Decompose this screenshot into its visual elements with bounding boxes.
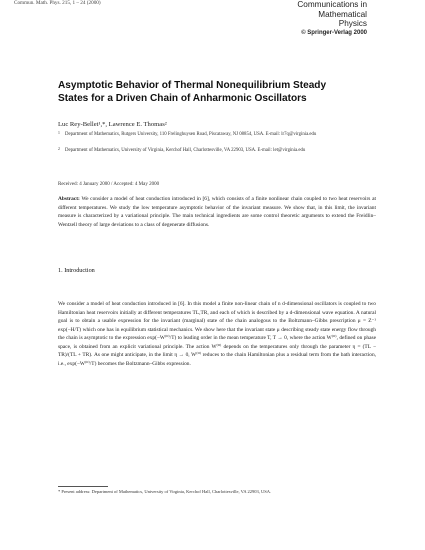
journal-name-line2: Mathematical	[318, 9, 367, 19]
citation: Commun. Math. Phys. 215, 1 – 24 (2000)	[14, 0, 101, 6]
journal-masthead	[247, 0, 367, 37]
introduction-paragraph: We consider a model of heat conduction introduced in [6]. In this model a finite non-linear chain of n d-dimensional oscillators is coupled to two Hamiltonian heat reservoirs initially at different temperatures TL,TR, and each of which is described by a d-dimensional wave equation. A natural goal is to obtain a usable expression for the invariant (marginal) state of the chain analogous to the Boltzmann–Gibbs prescription μ = Z⁻¹ exp(−H/T) which one has in equilibrium statistical mechanics. We show here that the invariant state μ describing steady state energy flow through the chain is asymptotic to the expression exp(−W⁽⁰⁾/T) to leading order in the mean temperature T, T → 0, where the action W⁽⁰⁾, defined on phase space, is obtained from an explicit variational principle. The action W⁽⁰⁾ depends on the temperatures only through the parameter η = (TL − TR)/(TL + TR). As one might anticipate, in the limit η → 0, W⁽⁰⁾ reduces to the chain Hamiltonian plus a residual term from the bath interaction, i.e., exp(−W⁽⁰⁾/T) becomes the Boltzmann–Gibbs expression.	[58, 301, 376, 367]
abstract-label: Abstract:	[58, 196, 80, 202]
authors: Luc Rey-Bellet¹,*, Lawrence E. Thomas²	[58, 121, 167, 128]
journal-name-line3: Physics	[338, 19, 367, 29]
copyright-notice: © Springer-Verlag 2000	[301, 29, 367, 36]
affiliation-text: Department of Mathematics, Rutgers University, 110 Frelinghuysen Road, Piscataway, NJ 08854, USA. E-mail: lr7q@virginia.edu	[65, 132, 317, 137]
affiliation-number: 1	[58, 131, 60, 135]
affiliation-2	[58, 147, 358, 154]
journal-name-line1: Communications in	[297, 0, 367, 9]
received-dates: Received: 4 January 2000 / Accepted: 4 May 2000	[58, 182, 160, 187]
section-heading: 1. Introduction	[58, 267, 95, 274]
abstract-text: We consider a model of heat conduction introduced in [6], which consists of a finite nonlinear chain coupled to two heat reservoirs at different temperatures. We study the low temperature asymptotic behavior of the invariant measure. We show that, in this limit, the invariant measure is characterized by a variational principle. The main technical ingredients are some control theoretic arguments to extend the Freidlin–Wentzell theory of large deviations to a class of degenerate diffusions.	[58, 196, 376, 228]
affiliation-text: Department of Mathematics, University of Virginia, Kerchof Hall, Charlottesville, VA 22903, USA. E-mail: let@virginia.edu	[65, 148, 306, 153]
affiliation-number: 2	[58, 147, 60, 151]
affiliation-1	[58, 131, 358, 138]
footnote: * Present address: Department of Mathematics, University of Virginia, Kerchof Hall, Charlottesville, VA 22903, USA.	[58, 489, 272, 494]
footnote-divider	[58, 486, 108, 487]
abstract	[58, 195, 376, 229]
paper-title: Asymptotic Behavior of Thermal Nonequilibrium Steady States for a Driven Chain of Anharmonic Oscillators	[58, 80, 327, 104]
